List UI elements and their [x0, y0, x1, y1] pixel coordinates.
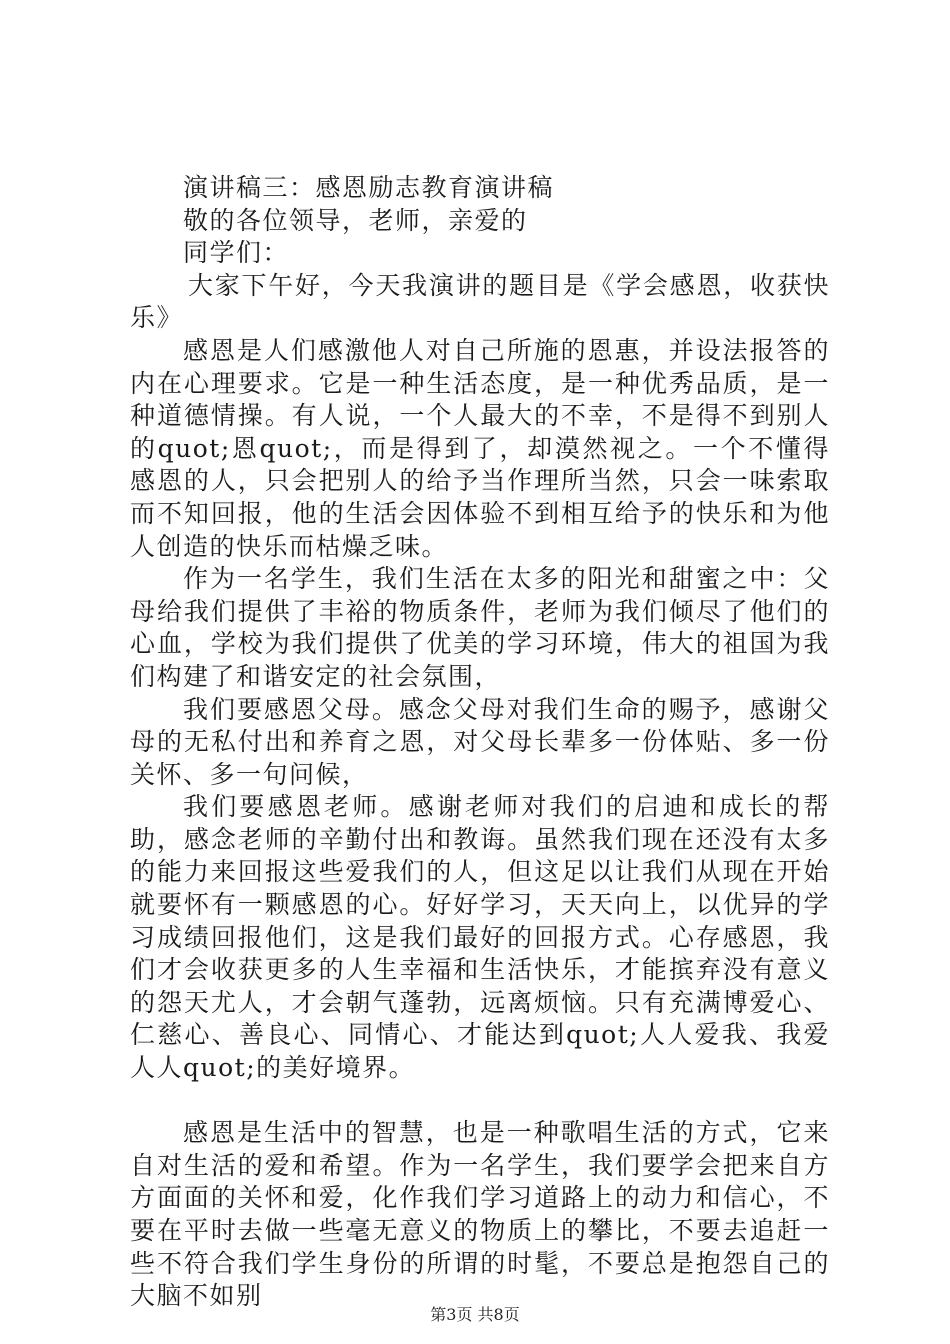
salutation-line-1: 敬的各位领导，老师，亲爱的: [183, 205, 528, 235]
paragraph-thank-teachers: 我们要感恩老师。感谢老师对我们的启迪和成长的帮助，感念老师的辛勤付出和教诲。虽然我们现在还没有太多的能力来回报这些爱我们的人，但这足以让我们从现在开始就要怀有一颗感恩的心。好好学习，天天向上，以优异的学习成绩回报他们，这是我们最好的回报方式。心存感恩，我们才会收获更多的人生幸福和生活快乐，才能摈弃没有意义的怨天尤人，才会朝气蓬勃，远离烦恼。只有充满博爱心、仁慈心、善良心、同情心、才能达到quot;人人爱我、我爱人人quot;的美好境界。: [130, 792, 830, 1083]
paragraph-thank-parents: 我们要感恩父母。感念父母对我们生命的赐予，感谢父母的无私付出和养育之恩，对父母长辈多一份体贴、多一份关怀、多一句问候，: [130, 694, 830, 789]
paragraph-spacer: [130, 1085, 830, 1118]
speech-title: 演讲稿三：感恩励志教育演讲稿: [183, 173, 555, 202]
paragraph-definition: 感恩是人们感激他人对自己所施的恩惠，并设法报答的内在心理要求。它是一种生活态度，是一种优秀品质，是一种道德情操。有人说，一个人最大的不幸，不是得不到别人的quot;恩quot;，而是得到了，却漠然视之。一个不懂得感恩的人，只会把别人的给予当作理所当然，只会一味索取而不知回报，他的生活会因体验不到相互给予的快乐和为他人创造的快乐而枯燥乏味。: [130, 335, 830, 561]
paragraph-wisdom: 感恩是生活中的智慧，也是一种歌唱生活的方式，它来自对生活的爱和希望。作为一名学生，我们要学会把来自方方面面的关怀和爱，化作我们学习道路上的动力和信心，不要在平时去做一些毫无意义的物质上的攀比，不要去追赶一些不符合我们学生身份的所谓的时髦，不要总是抱怨自己的大脑不如别: [130, 1118, 830, 1311]
paragraph-student-life: 作为一名学生，我们生活在太多的阳光和甜蜜之中：父母给我们提供了丰裕的物质条件，老师为我们倾尽了他们的心血，学校为我们提供了优美的学习环境，伟大的祖国为我们构建了和谐安定的社会氛围，: [130, 564, 830, 691]
salutation-line-2: 同学们：: [183, 238, 290, 268]
paragraph-greeting: 大家下午好，今天我演讲的题目是《学会感恩，收获快乐》: [130, 270, 830, 333]
document-body: [130, 172, 830, 1313]
page-footer: 第3页 共8页: [430, 1305, 520, 1324]
